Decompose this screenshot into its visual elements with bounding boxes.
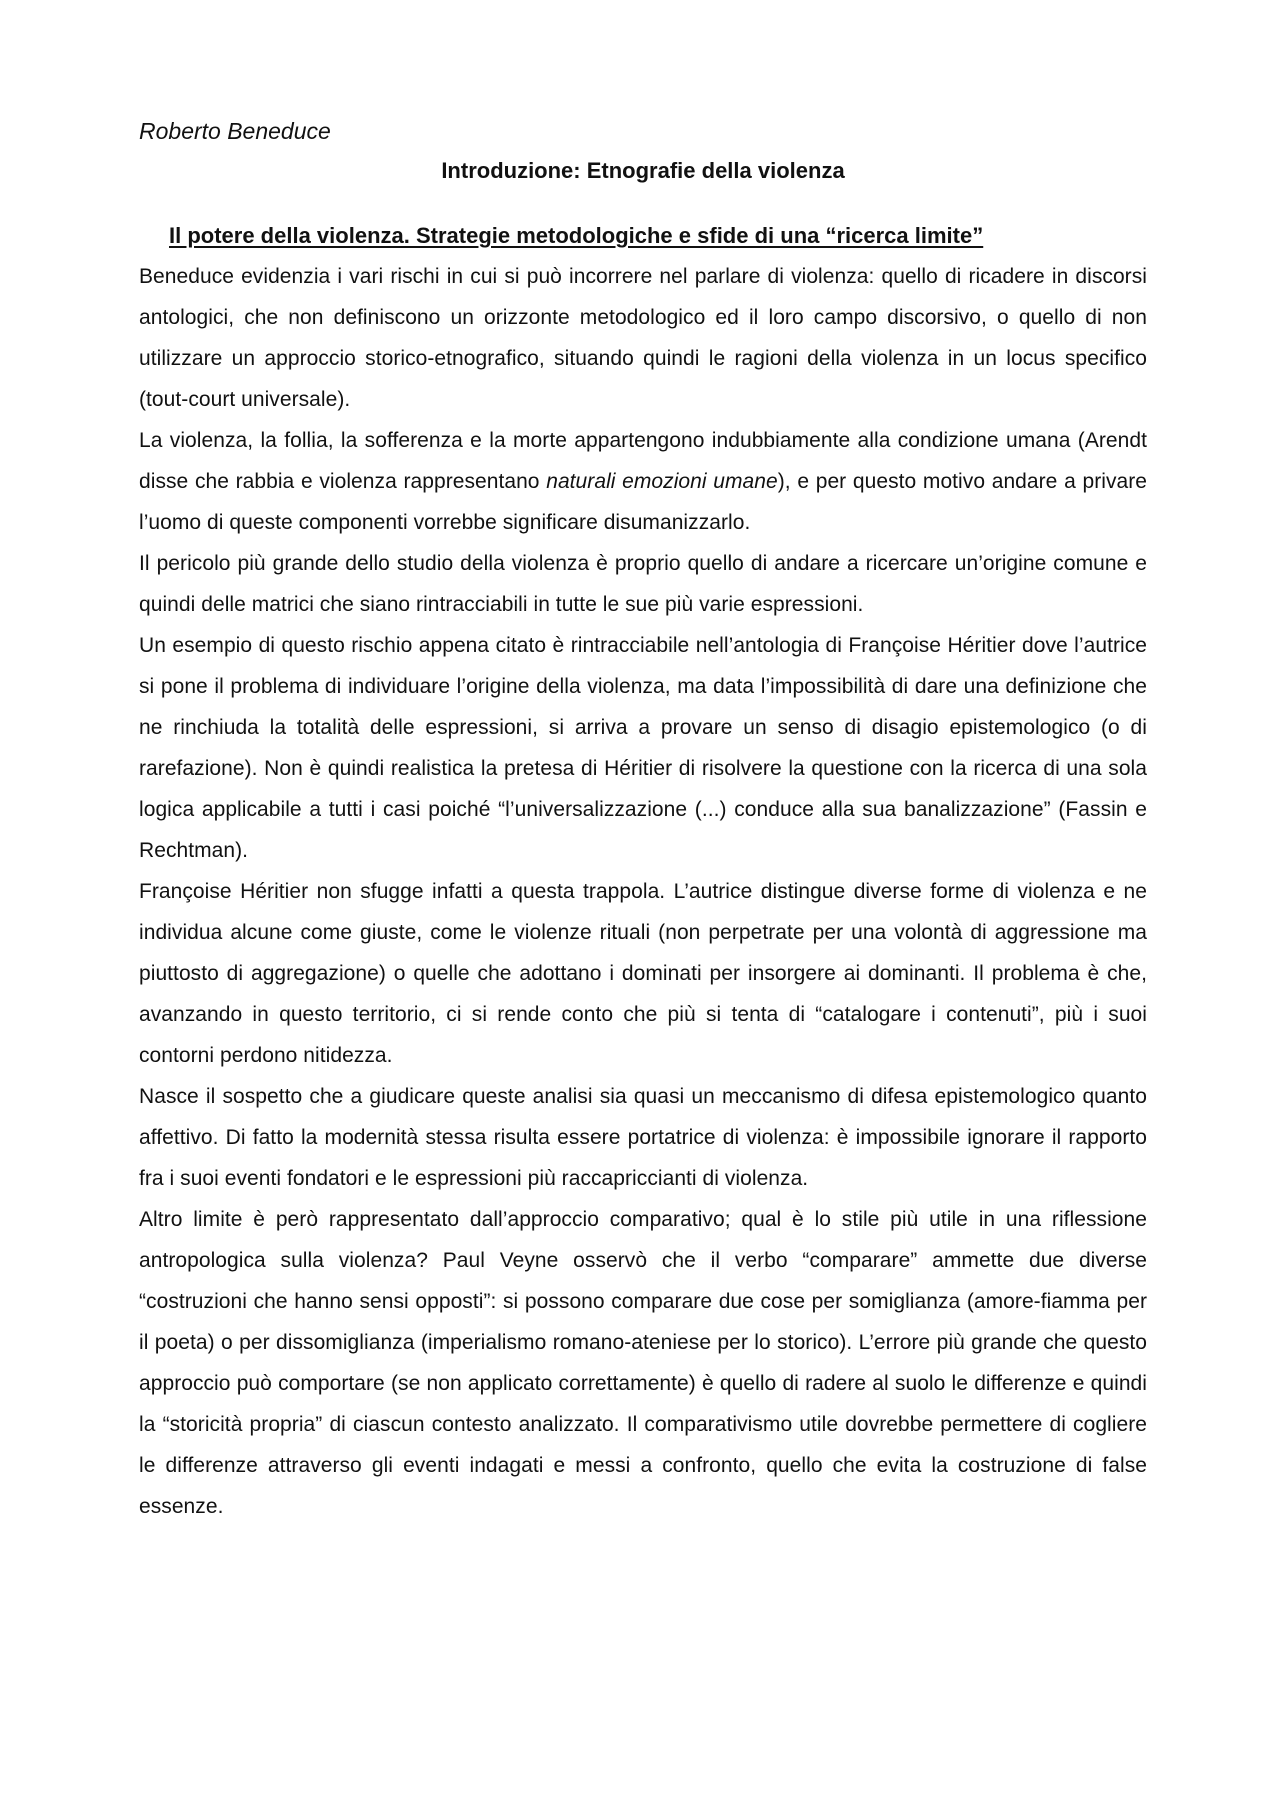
paragraph-4: Un esempio di questo rischio appena citato è rintracciabile nell’antologia di Françoise Héritier dove l’autrice si pone il problema di individuare l’origine della violenza, ma data l’impossibilità di dare una definizione che ne rinchiuda la totalità delle espressioni, si arriva a provare un senso di disagio epistemologico (o di rarefazione). Non è quindi realistica la pretesa di Héritier di risolvere la questione con la ricerca di una sola logica applicabile a tutti i casi poiché “l’universalizzazione (...) conduce alla sua banalizzazione” (Fassin e Rechtman). (139, 634, 1147, 862)
paragraph-6: Nasce il sospetto che a giudicare queste analisi sia quasi un meccanismo di difesa epistemologico quanto affettivo. Di fatto la modernità stessa risulta essere portatrice di violenza: è impossibile ignorare il rapporto fra i suoi eventi fondatori e le espressioni più raccapriccianti di violenza. (139, 1085, 1147, 1190)
document-body (139, 116, 1147, 1527)
paragraph-1: Beneduce evidenzia i vari rischi in cui si può incorrere nel parlare di violenza: quello di ricadere in discorsi antologici, che non definiscono un orizzonte metodologico ed il loro campo discorsivo, o quello di non utilizzare un approccio storico-etnografico, situando quindi le ragioni della violenza in un locus specifico (tout-court universale). (139, 265, 1147, 411)
author-name: Roberto Beneduce (139, 118, 331, 144)
paragraph-2-text-start: La violenza, la follia, la sofferenza e la morte appartengono indubbiamente alla condizione umana (Arendt disse che rabbia e violenza rappresentano (139, 429, 1147, 493)
section-heading: Il potere della violenza. Strategie metodologiche e sfide di una “ricerca limite” (169, 223, 984, 248)
paragraph-7: Altro limite è però rappresentato dall’approccio comparativo; qual è lo stile più utile in una riflessione antropologica sulla violenza? Paul Veyne osservò che il verbo “comparare” ammette due diverse “costruzioni che hanno sensi opposti”: si possono comparare due cose per somiglianza (amore-fiamma per il poeta) o per dissomiglianza (imperialismo romano-ateniese per lo storico). L’errore più grande che questo approccio può comportare (se non applicato correttamente) è quello di radere al suolo le differenze e quindi la “storicità propria” di ciascun contesto analizzato. Il comparativismo utile dovrebbe permettere di cogliere le differenze attraverso gli eventi indagati e messi a confronto, quello che evita la costruzione di false essenze. (139, 1208, 1147, 1518)
paragraph-2 (139, 420, 1147, 543)
document-title: Introduzione: Etnografie della violenza (441, 158, 845, 183)
paragraph-2-text-end: ), e per questo motivo andare a privare l’uomo di queste componenti vorrebbe significare disumanizzarlo. (139, 470, 1148, 534)
paragraph-2-emphasis: naturali emozioni umane (546, 470, 778, 493)
paragraph-5: Françoise Héritier non sfugge infatti a questa trappola. L’autrice distingue diverse forme di violenza e ne individua alcune come giuste, come le violenze rituali (non perpetrate per una volontà di aggressione ma piuttosto di aggregazione) o quelle che adottano i dominati per insorgere ai dominanti. Il problema è che, avanzando in questo territorio, ci si rende conto che più si tenta di “catalogare i contenuti”, più i suoi contorni perdono nitidezza. (139, 880, 1147, 1067)
paragraph-3: Il pericolo più grande dello studio della violenza è proprio quello di andare a ricercare un’origine comune e quindi delle matrici che siano rintracciabili in tutte le sue più varie espressioni. (139, 552, 1147, 616)
